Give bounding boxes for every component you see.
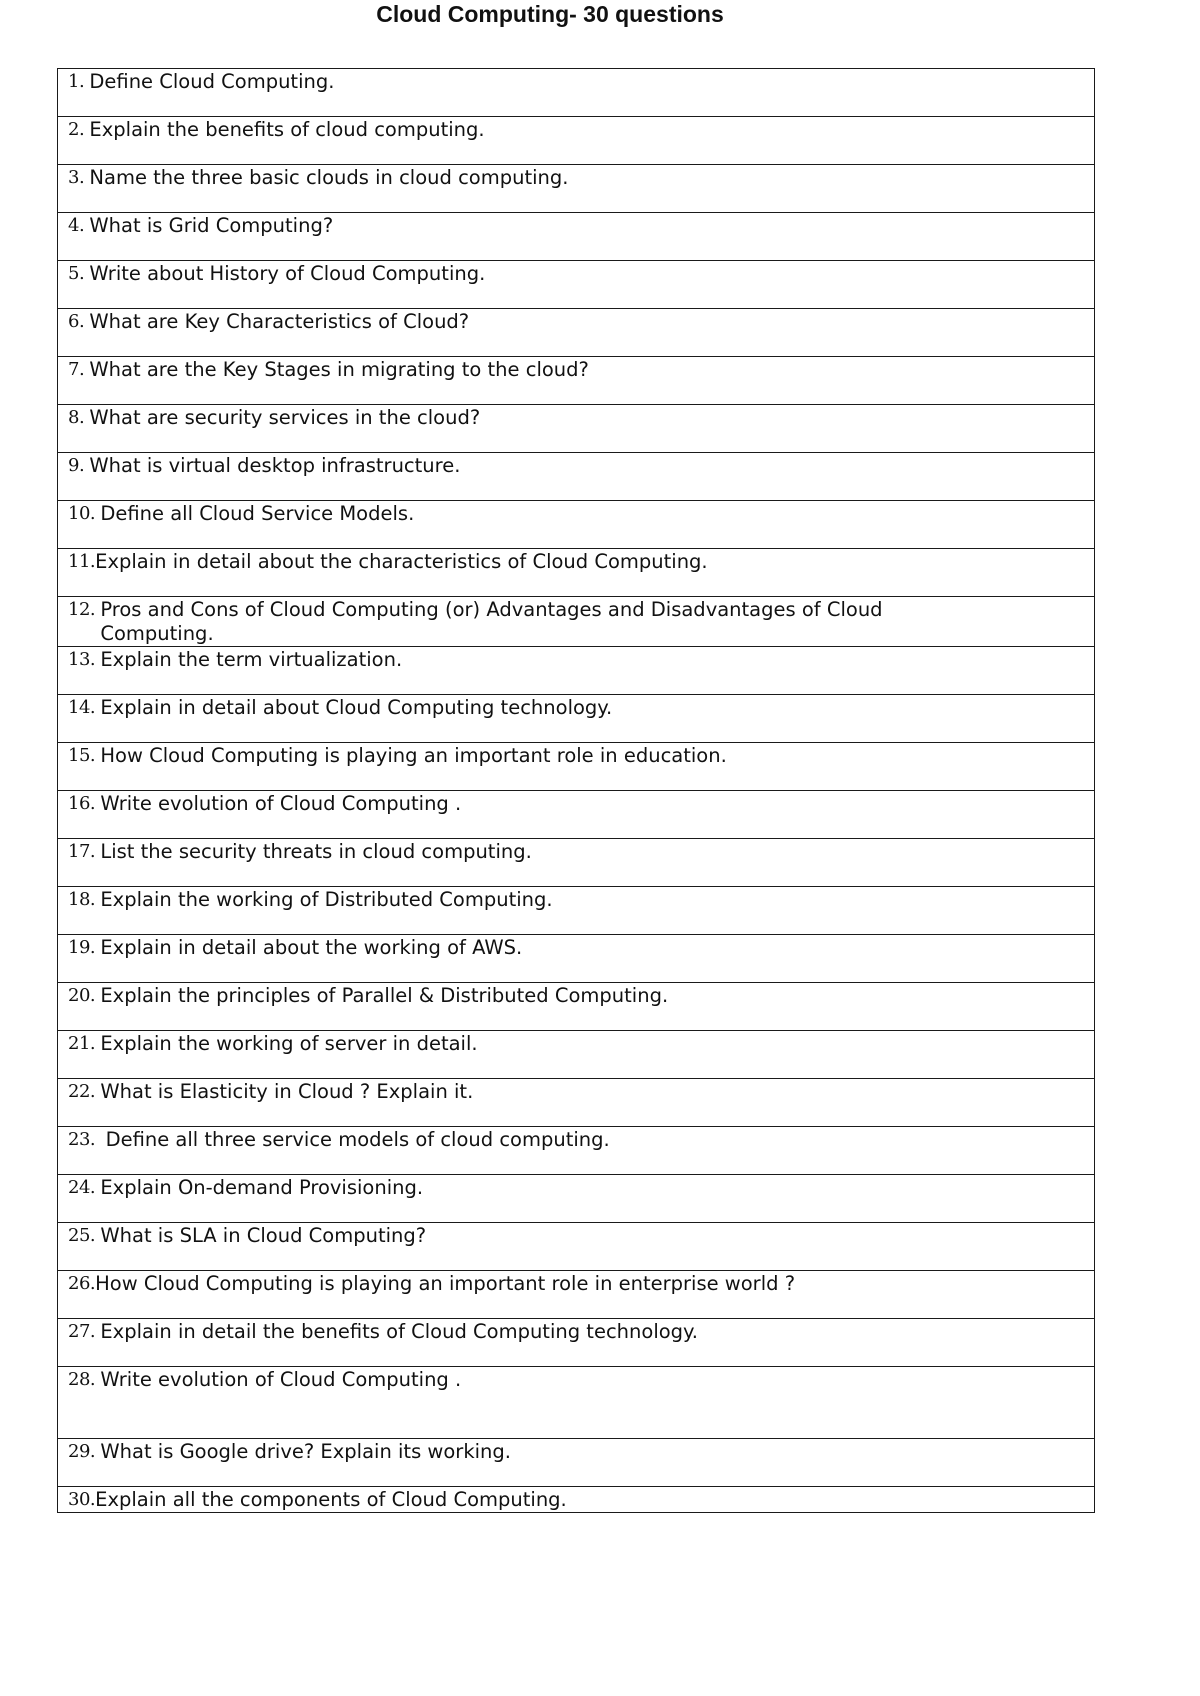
question-content bbox=[68, 309, 1094, 334]
question-cell bbox=[58, 1439, 1095, 1487]
question-text: Name the three basic clouds in cloud computing. bbox=[89, 166, 569, 189]
question-text: What are security services in the cloud? bbox=[89, 406, 481, 429]
question-number: 16. bbox=[68, 793, 101, 814]
question-row bbox=[58, 309, 1095, 357]
question-content bbox=[68, 1127, 1094, 1152]
question-number: 26. bbox=[68, 1273, 96, 1294]
question-cell bbox=[58, 839, 1095, 887]
question-number: 30. bbox=[68, 1489, 96, 1510]
question-row bbox=[58, 405, 1095, 453]
question-row bbox=[58, 1031, 1095, 1079]
question-cell bbox=[58, 791, 1095, 839]
question-text: Explain the benefits of cloud computing. bbox=[89, 118, 485, 141]
question-row bbox=[58, 1223, 1095, 1271]
question-content bbox=[68, 165, 1094, 190]
question-cell bbox=[58, 1031, 1095, 1079]
question-row bbox=[58, 117, 1095, 165]
question-number: 13. bbox=[68, 649, 101, 670]
question-text: Explain in detail about Cloud Computing technology. bbox=[100, 696, 613, 719]
question-content bbox=[68, 1223, 1094, 1248]
question-cell bbox=[58, 69, 1095, 117]
question-text: List the security threats in cloud computing. bbox=[100, 840, 532, 863]
question-content bbox=[68, 597, 1094, 646]
question-content bbox=[68, 983, 1094, 1008]
question-cell bbox=[58, 597, 1095, 647]
question-content bbox=[68, 1439, 1094, 1464]
question-content bbox=[68, 695, 1094, 720]
question-cell bbox=[58, 549, 1095, 597]
question-row bbox=[58, 839, 1095, 887]
question-text: Explain the term virtualization. bbox=[100, 648, 403, 671]
question-text: Pros and Cons of Cloud Computing (or) Advantages and Disadvantages of Cloud Computing. bbox=[100, 598, 889, 645]
question-text: What is Grid Computing? bbox=[89, 214, 334, 237]
question-number: 15. bbox=[68, 745, 101, 766]
question-cell bbox=[58, 887, 1095, 935]
question-text: What is virtual desktop infrastructure. bbox=[89, 454, 461, 477]
question-number: 6. bbox=[68, 311, 90, 332]
question-row bbox=[58, 165, 1095, 213]
question-cell bbox=[58, 1127, 1095, 1175]
question-row bbox=[58, 695, 1095, 743]
question-text: How Cloud Computing is playing an important role in education. bbox=[100, 744, 727, 767]
question-row bbox=[58, 647, 1095, 695]
question-cell bbox=[58, 647, 1095, 695]
question-cell bbox=[58, 261, 1095, 309]
question-text: What are the Key Stages in migrating to the cloud? bbox=[89, 358, 589, 381]
question-text: What is SLA in Cloud Computing? bbox=[100, 1224, 427, 1247]
question-text: Write evolution of Cloud Computing . bbox=[100, 792, 462, 815]
question-text: Explain the working of Distributed Computing. bbox=[100, 888, 553, 911]
question-text: Explain the principles of Parallel & Distributed Computing. bbox=[100, 984, 669, 1007]
question-text: How Cloud Computing is playing an important role in enterprise world ? bbox=[95, 1272, 796, 1295]
question-row bbox=[58, 1079, 1095, 1127]
questions-table bbox=[57, 68, 1095, 1513]
question-cell bbox=[58, 117, 1095, 165]
question-cell bbox=[58, 165, 1095, 213]
question-number: 22. bbox=[68, 1081, 101, 1102]
question-number: 4. bbox=[68, 215, 90, 236]
question-text: Define all three service models of cloud computing. bbox=[105, 1128, 610, 1151]
question-row bbox=[58, 357, 1095, 405]
question-number: 7. bbox=[68, 359, 90, 380]
question-text: Define all Cloud Service Models. bbox=[100, 502, 415, 525]
question-cell bbox=[58, 1487, 1095, 1513]
question-content bbox=[68, 647, 1094, 672]
question-row bbox=[58, 1271, 1095, 1319]
question-number: 2. bbox=[68, 119, 90, 140]
question-number: 25. bbox=[68, 1225, 101, 1246]
question-number: 14. bbox=[68, 697, 101, 718]
question-cell bbox=[58, 1367, 1095, 1439]
question-row bbox=[58, 1175, 1095, 1223]
question-cell bbox=[58, 453, 1095, 501]
question-text: Write evolution of Cloud Computing . bbox=[100, 1368, 462, 1391]
question-row bbox=[58, 213, 1095, 261]
question-row bbox=[58, 983, 1095, 1031]
question-number: 23. bbox=[68, 1129, 106, 1150]
question-cell bbox=[58, 1271, 1095, 1319]
question-row bbox=[58, 69, 1095, 117]
question-content bbox=[68, 1367, 1094, 1392]
question-number: 20. bbox=[68, 985, 101, 1006]
question-text: Define Cloud Computing. bbox=[89, 70, 335, 93]
question-text: Explain all the components of Cloud Computing. bbox=[95, 1488, 567, 1511]
question-text: Explain in detail the benefits of Cloud Computing technology. bbox=[100, 1320, 699, 1343]
question-row bbox=[58, 1487, 1095, 1513]
question-row bbox=[58, 453, 1095, 501]
question-row bbox=[58, 501, 1095, 549]
question-cell bbox=[58, 405, 1095, 453]
question-cell bbox=[58, 695, 1095, 743]
question-row bbox=[58, 1367, 1095, 1439]
question-row bbox=[58, 791, 1095, 839]
question-cell bbox=[58, 501, 1095, 549]
question-number: 9. bbox=[68, 455, 90, 476]
question-row bbox=[58, 597, 1095, 647]
question-content bbox=[68, 839, 1094, 864]
page-title: Cloud Computing- 30 questions bbox=[376, 1, 724, 27]
question-cell bbox=[58, 935, 1095, 983]
question-row bbox=[58, 261, 1095, 309]
question-content bbox=[68, 213, 1094, 238]
question-cell bbox=[58, 213, 1095, 261]
question-content bbox=[68, 69, 1094, 94]
question-number: 19. bbox=[68, 937, 101, 958]
question-cell bbox=[58, 1223, 1095, 1271]
question-text: Explain the working of server in detail. bbox=[100, 1032, 478, 1055]
question-cell bbox=[58, 983, 1095, 1031]
question-content bbox=[68, 935, 1094, 960]
question-row bbox=[58, 549, 1095, 597]
question-row bbox=[58, 1127, 1095, 1175]
question-text: What is Elasticity in Cloud ? Explain it. bbox=[100, 1080, 474, 1103]
question-row bbox=[58, 1439, 1095, 1487]
question-cell bbox=[58, 309, 1095, 357]
question-number: 10. bbox=[68, 503, 101, 524]
question-text: Explain in detail about the characteristics of Cloud Computing. bbox=[95, 550, 708, 573]
question-content bbox=[68, 501, 1094, 526]
question-number: 11. bbox=[68, 551, 96, 572]
question-row bbox=[58, 1319, 1095, 1367]
question-content bbox=[68, 117, 1094, 142]
question-text: Explain On-demand Provisioning. bbox=[100, 1176, 424, 1199]
question-content bbox=[68, 1271, 1094, 1296]
question-number: 12. bbox=[68, 599, 101, 620]
question-text: Explain in detail about the working of AWS. bbox=[100, 936, 523, 959]
question-text: What are Key Characteristics of Cloud? bbox=[89, 310, 470, 333]
question-number: 5. bbox=[68, 263, 90, 284]
question-content bbox=[68, 357, 1094, 382]
question-content bbox=[68, 743, 1094, 768]
questions-table-body bbox=[58, 69, 1095, 1513]
question-row bbox=[58, 743, 1095, 791]
question-row bbox=[58, 935, 1095, 983]
question-content bbox=[68, 791, 1094, 816]
question-content bbox=[68, 453, 1094, 478]
question-content bbox=[68, 261, 1094, 286]
question-number: 24. bbox=[68, 1177, 101, 1198]
question-content bbox=[68, 1031, 1094, 1056]
question-row bbox=[58, 887, 1095, 935]
question-content bbox=[68, 405, 1094, 430]
question-number: 29. bbox=[68, 1441, 101, 1462]
question-content bbox=[68, 1175, 1094, 1200]
question-number: 18. bbox=[68, 889, 101, 910]
question-text: Write about History of Cloud Computing. bbox=[89, 262, 486, 285]
question-cell bbox=[58, 1319, 1095, 1367]
question-number: 3. bbox=[68, 167, 90, 188]
question-content bbox=[68, 549, 1094, 574]
question-content bbox=[68, 1487, 1094, 1512]
question-number: 8. bbox=[68, 407, 90, 428]
question-text: What is Google drive? Explain its working. bbox=[100, 1440, 511, 1463]
question-number: 1. bbox=[68, 71, 90, 92]
question-cell bbox=[58, 743, 1095, 791]
question-content bbox=[68, 887, 1094, 912]
question-number: 28. bbox=[68, 1369, 101, 1390]
question-cell bbox=[58, 1175, 1095, 1223]
question-content bbox=[68, 1079, 1094, 1104]
question-cell bbox=[58, 357, 1095, 405]
question-cell bbox=[58, 1079, 1095, 1127]
question-number: 27. bbox=[68, 1321, 101, 1342]
question-number: 17. bbox=[68, 841, 101, 862]
question-number: 21. bbox=[68, 1033, 101, 1054]
question-content bbox=[68, 1319, 1094, 1344]
